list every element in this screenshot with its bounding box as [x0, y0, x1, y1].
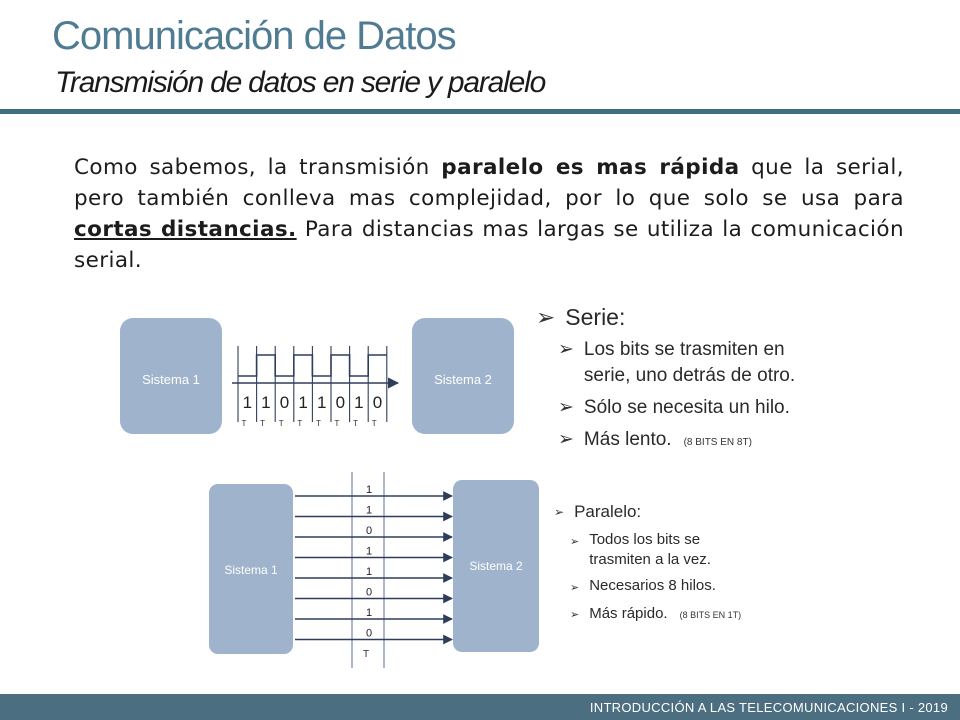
serie-note: (8 BITS EN 8T): [683, 437, 752, 448]
chevron-right-icon: ➢: [558, 397, 574, 418]
serie-heading: Serie:: [565, 304, 626, 330]
serial-clock-label: T: [260, 419, 266, 428]
paralelo-item-text-1: Todos los bits se trasmiten a la vez.: [589, 531, 711, 568]
serial-bit-label: 1: [298, 393, 308, 412]
parallel-bit-label: 1: [365, 545, 373, 558]
slide-title: Comunicación de Datos: [52, 14, 456, 58]
paralelo-item-3: [570, 604, 814, 625]
chevron-right-icon: ➢: [554, 505, 565, 519]
parallel-bit-label: 0: [365, 525, 373, 537]
serie-heading-item: [536, 304, 836, 331]
slide-subtitle: Transmisión de datos en serie y paralelo: [55, 66, 546, 99]
parallel-bit-label: 0: [365, 586, 373, 599]
serial-system1-label: Sistema 1: [142, 372, 200, 387]
serial-clock-labels: [242, 419, 377, 428]
serie-item-text-2: Sólo se necesita un hilo.: [583, 397, 790, 418]
intro-text-1: Como sabemos, la transmisión: [74, 155, 442, 180]
paralelo-item-1: [570, 530, 760, 570]
serial-waveform: [238, 355, 387, 376]
serial-clock-label: T: [334, 419, 340, 428]
chevron-right-icon: ➢: [558, 429, 574, 450]
serial-diagram: [120, 318, 514, 434]
serial-clock-label: T: [371, 419, 377, 428]
paralelo-item-2: [570, 576, 814, 598]
parallel-bit-label: 1: [365, 504, 373, 517]
chevron-right-icon: ➢: [558, 339, 574, 360]
serial-clock-label: T: [353, 419, 359, 428]
serial-bit-label: 1: [261, 393, 271, 412]
paralelo-heading-item: [554, 502, 814, 522]
serie-section: [536, 304, 836, 456]
paralelo-item-text-2: Necesarios 8 hilos.: [589, 577, 716, 594]
parallel-bit-label: 1: [365, 566, 373, 578]
serial-bit-label: 1: [242, 393, 253, 412]
paralelo-item-text-3: Más rápido.: [589, 605, 668, 622]
serial-clock-label: T: [278, 419, 284, 428]
serie-item-3: [558, 427, 836, 456]
serie-item-text-1: Los bits se trasmiten en serie, uno detrás de otro.: [583, 339, 796, 386]
parallel-clock-label: T: [362, 649, 370, 660]
intro-text-3: Para distancias mas largas se utiliza la comunicación serial.: [74, 217, 904, 273]
parallel-bit-label: 0: [365, 627, 373, 640]
serie-item-1: [558, 337, 836, 389]
footer-bar: [0, 694, 960, 720]
serie-item-2: [558, 395, 836, 421]
intro-text-2: que la serial, pero también conlleva mas complejidad, por lo que solo se usa para: [74, 155, 904, 211]
serial-clock-label: T: [315, 419, 321, 428]
chevron-right-icon: ➢: [536, 304, 556, 330]
chevron-right-icon: ➢: [570, 582, 580, 594]
parallel-system1-label: Sistema 1: [224, 563, 278, 577]
chevron-right-icon: ➢: [570, 609, 580, 621]
serial-bit-label: 1: [316, 393, 327, 412]
intro-bold-text: paralelo es mas rápida: [441, 155, 740, 180]
parallel-system2-label: Sistema 2: [469, 559, 523, 573]
serie-item-text-3: Más lento.: [583, 429, 672, 450]
chevron-right-icon: ➢: [570, 536, 580, 548]
parallel-diagram: [209, 472, 539, 668]
serial-clock-label: T: [297, 419, 303, 428]
intro-underlined-text: cortas distancias.: [74, 217, 297, 242]
parallel-bit-label: 1: [365, 607, 373, 619]
footer-text: INTRODUCCIÓN A LAS TELECOMUNICACIONES I - 2019: [589, 700, 948, 715]
serial-bit-label: 0: [335, 393, 346, 412]
serial-bit-label: 1: [354, 393, 364, 412]
serial-bit-label: 0: [372, 393, 383, 412]
serial-bit-label: 0: [279, 393, 290, 412]
parallel-wires: [295, 484, 452, 640]
serial-clock-label: T: [241, 419, 247, 428]
paralelo-heading: Paralelo:: [574, 502, 642, 521]
paralelo-section: [554, 502, 814, 625]
paralelo-note: (8 BITS EN 1T): [679, 610, 742, 620]
serial-system2-label: Sistema 2: [434, 372, 492, 387]
parallel-bit-label: 1: [365, 484, 373, 496]
